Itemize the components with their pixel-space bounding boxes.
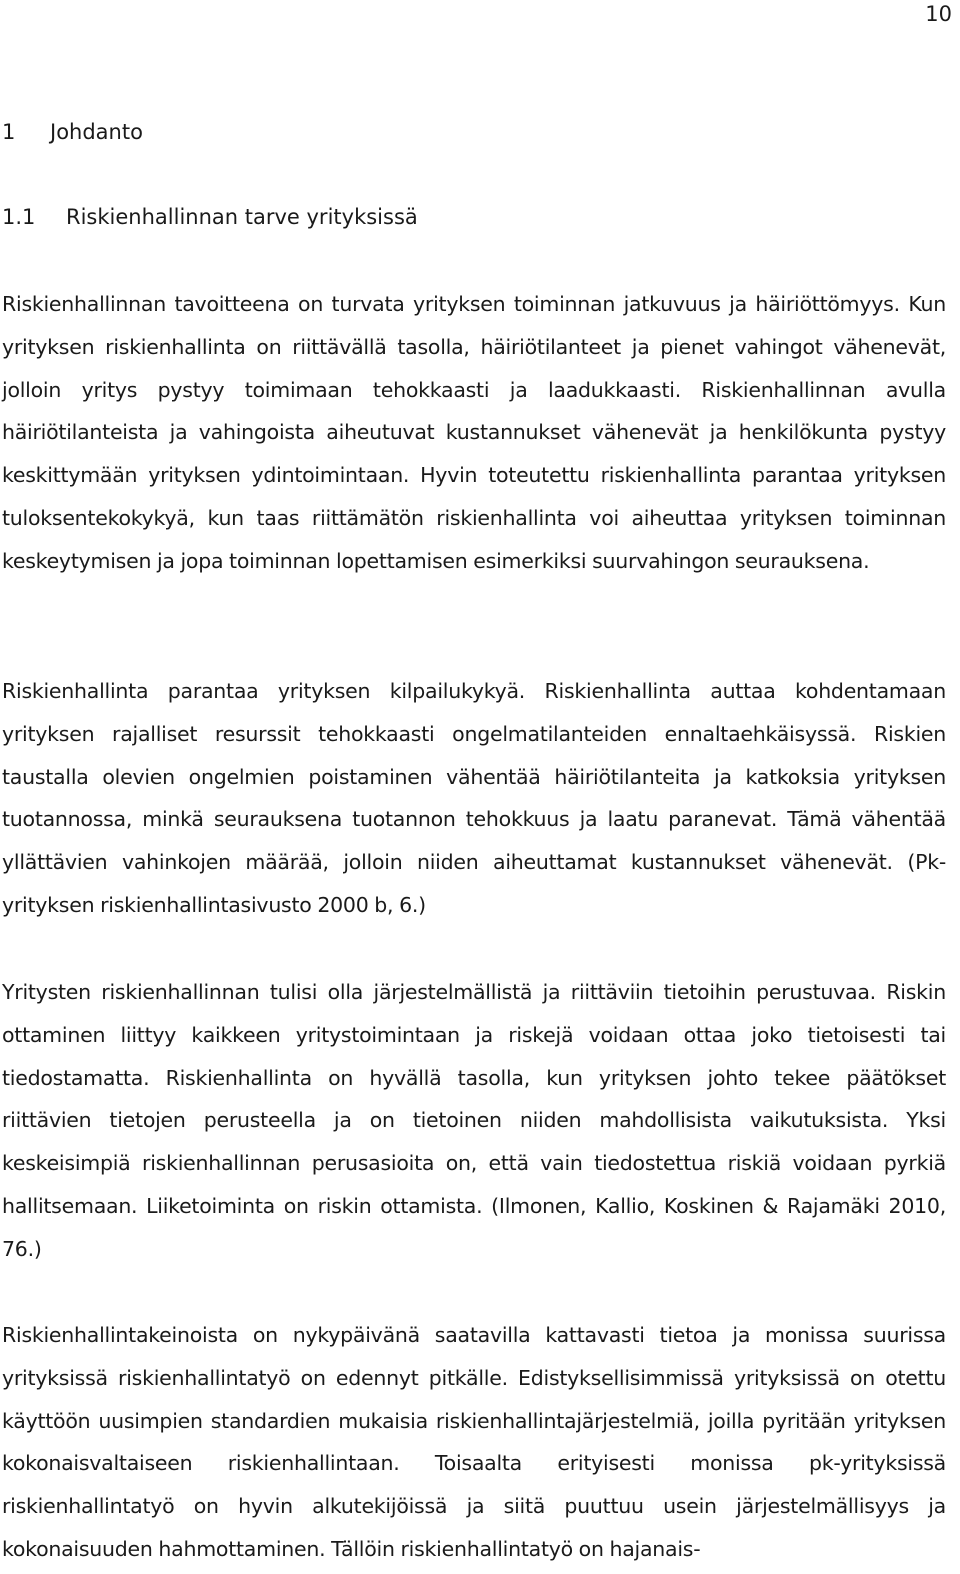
paragraph-4: Riskienhallintakeinoista on nykypäivänä saatavilla kattavasti tietoa ja monissa suurissa yrityksissä riskienhallintatyö on edennyt pitkälle. Edistyksellisimmissä yrityksissä on otettu käyttöön uusimpien standardien mukaisia riskienhallintajärjestelmiä, joilla pyritään yrityksen kokonaisvaltaiseen riskienhallintaan. Toisaalta erityisesti monissa pk-yrityksissä riskienhallintatyö on hyvin alkutekijöissä ja siitä puuttuu usein järjestelmällisyys ja kokonaisuuden hahmottaminen. Tällöin riskienhallintatyö on hajanais-: [2, 1323, 946, 1561]
chapter-heading: [2, 120, 143, 144]
paragraph-3: Yritysten riskienhallinnan tulisi olla järjestelmällistä ja riittäviin tietoihin perustuvaa. Riskin ottaminen liittyy kaikkeen yritystoimintaan ja riskejä voidaan ottaa joko tietoisesti tai tiedostamatta. Riskienhallinta on hyvällä tasolla, kun yrityksen johto tekee päätökset riittävien tietojen perusteella ja on tietoinen niiden mahdollisista vaikutuksista. Yksi keskeisimpiä riskienhallinnan perusasioita on, että vain tiedostettua riskiä voidaan pyrkiä hallitsemaan. Liiketoiminta on riskin ottamista. (Ilmonen, Kallio, Koskinen & Rajamäki 2010, 76.): [2, 980, 946, 1261]
section-number: 1.1: [2, 205, 36, 229]
chapter-number: 1: [2, 120, 16, 144]
paragraph-1: Riskienhallinnan tavoitteena on turvata yrityksen toiminnan jatkuvuus ja häiriöttömyys. Kun yrityksen riskienhallinta on riittävällä tasolla, häiriötilanteet ja pienet vahingot vähenevät, jolloin yritys pystyy toimimaan tehokkaasti ja laadukkaasti. Riskienhallinnan avulla häiriötilanteista ja vahingoista aiheutuvat kustannukset vähenevät ja henkilökunta pystyy keskittymään yrityksen ydintoimintaan. Hyvin toteutettu riskienhallinta parantaa yrityksen tuloksentekokykyä, kun taas riittämätön riskienhallinta voi aiheuttaa yrityksen toiminnan keskeytymisen ja jopa toiminnan lopettamisen esimerkiksi suurvahingon seurauksena.: [2, 292, 946, 573]
chapter-title: Johdanto: [50, 120, 143, 144]
section-title: Riskienhallinnan tarve yrityksissä: [66, 205, 418, 229]
paragraph-2: Riskienhallinta parantaa yrityksen kilpailukykyä. Riskienhallinta auttaa kohdentamaan yrityksen rajalliset resurssit tehokkaasti ongelmatilanteiden ennaltaehkäisyssä. Riskien taustalla olevien ongelmien poistaminen vähentää häiriötilanteita ja katkoksia yrityksen tuotannossa, minkä seurauksena tuotannon tehokkuus ja laatu paranevat. Tämä vähentää yllättävien vahinkojen määrää, jolloin niiden aiheuttamat kustannukset vähenevät. (Pk-yrityksen riskienhallintasivusto 2000 b, 6.): [2, 679, 946, 917]
page-number: 10: [925, 2, 952, 26]
section-heading: [2, 205, 418, 229]
